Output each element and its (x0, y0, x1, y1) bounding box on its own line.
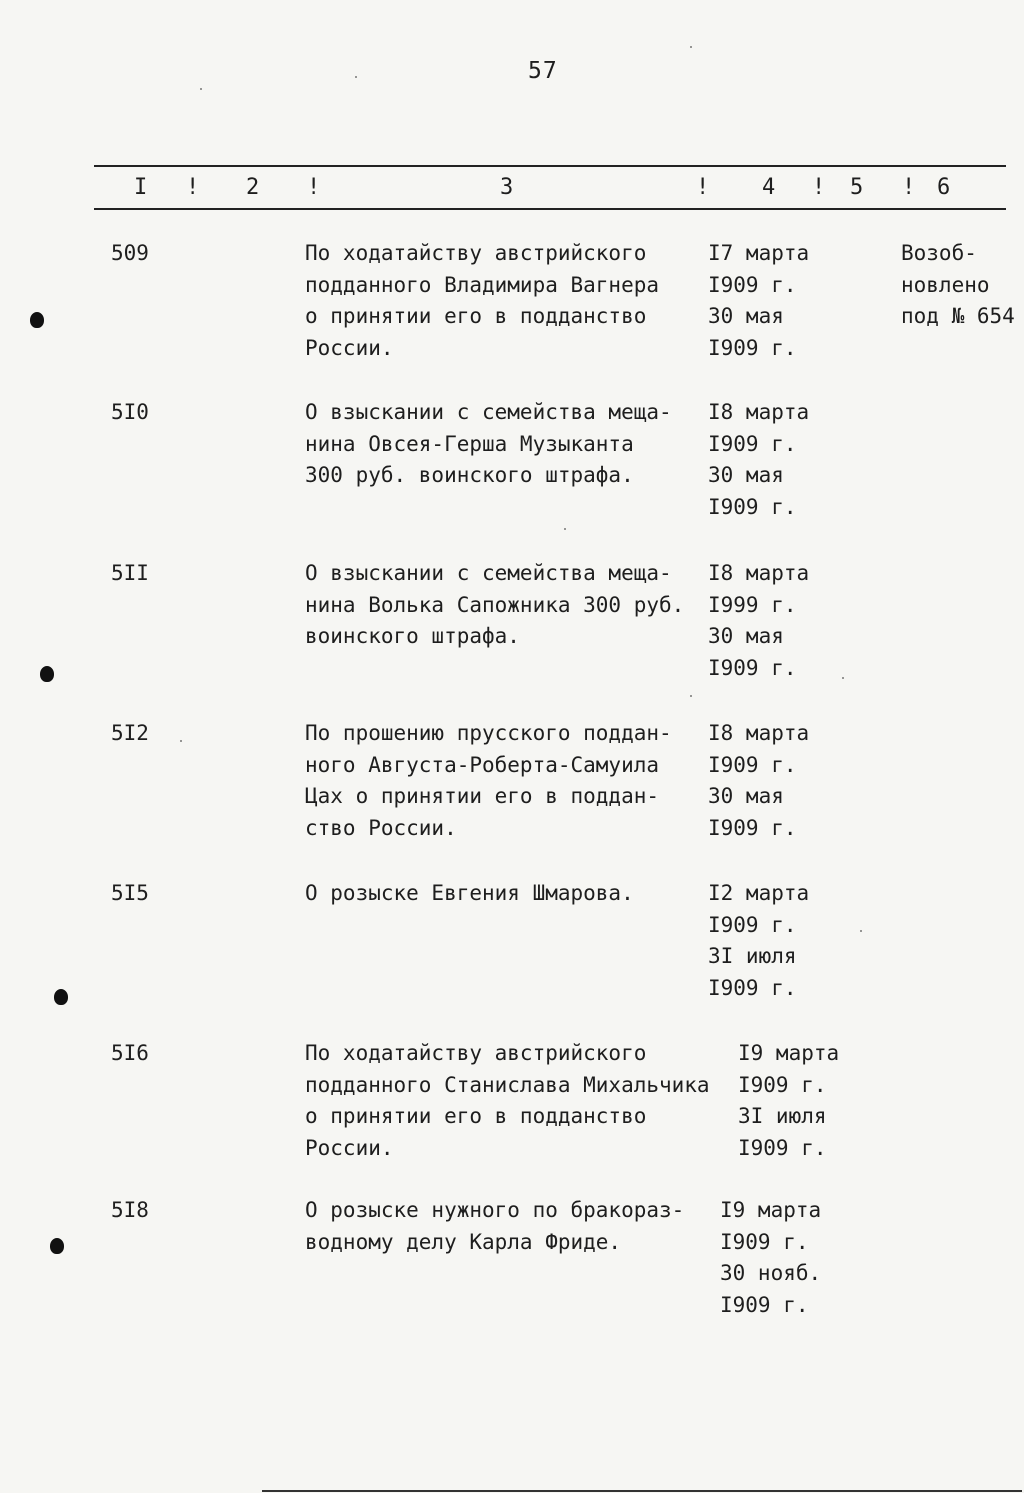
entry-description (305, 558, 705, 653)
description-line: России. (305, 335, 394, 360)
scan-speck (860, 930, 862, 932)
scan-speck (355, 76, 357, 78)
date-line: I909 г. (708, 272, 797, 297)
header-col-3: 3 (500, 175, 514, 200)
date-line: I909 г. (708, 335, 797, 360)
entry-description (305, 1195, 705, 1258)
header-separator: ! (186, 175, 200, 200)
header-separator: ! (812, 175, 826, 200)
description-line: ство России. (305, 815, 457, 840)
binding-hole (50, 1238, 64, 1254)
description-line: воинского штрафа. (305, 624, 520, 648)
note-line: новлено (901, 272, 990, 297)
description-line: о принятии его в подданство (305, 304, 647, 328)
header-separator: ! (902, 175, 916, 200)
description-line: нина Волька Сапожника 300 руб. (305, 592, 685, 617)
description-line: о принятии его в подданство (305, 1104, 647, 1128)
page-bottom-edge (262, 1490, 1022, 1492)
description-line: Цах о принятии его в поддан- (305, 784, 660, 808)
description-line: О розыске Евгения Шмарова. (305, 881, 634, 905)
date-line: 3I июля (738, 1104, 827, 1128)
entry-description (305, 718, 705, 844)
description-line: России. (305, 1135, 394, 1160)
table-rule-top (94, 165, 1006, 167)
entry-dates (708, 558, 848, 684)
description-line: подданного Владимира Вагнера (305, 272, 660, 297)
entry-dates (720, 1195, 860, 1321)
entry-number: 509 (111, 241, 149, 265)
header-separator: ! (307, 175, 321, 200)
date-line: I8 марта (708, 561, 810, 585)
entry-dates (708, 238, 848, 364)
description-line: ного Августа-Роберта-Самуила (305, 752, 660, 777)
date-line: I9 марта (720, 1198, 822, 1222)
date-line: I909 г. (708, 815, 797, 840)
entry-number: 5I2 (111, 721, 149, 745)
date-line: I909 г. (720, 1292, 809, 1317)
scan-speck (842, 677, 844, 679)
date-line: 30 нояб. (720, 1261, 822, 1285)
description-line: По ходатайству австрийского (305, 1041, 647, 1065)
scan-speck (564, 528, 566, 530)
description-line: водному делу Карла Фриде. (305, 1229, 622, 1254)
header-col-6: 6 (937, 175, 951, 200)
description-line: О взыскании с семейства меща- (305, 400, 672, 424)
date-line: 30 мая (708, 784, 784, 808)
date-line: I8 марта (708, 721, 810, 745)
entry-dates (708, 397, 848, 523)
header-separator: ! (696, 175, 710, 200)
table-rule-bottom (94, 208, 1006, 210)
date-line: 30 мая (708, 304, 784, 328)
header-col-2: 2 (246, 175, 260, 200)
date-line: I909 г. (708, 431, 797, 456)
description-line: О розыске нужного по бракораз- (305, 1198, 685, 1222)
date-line: 3I июля (708, 944, 797, 968)
description-line: 300 руб. воинского штрафа. (305, 463, 634, 487)
entry-number: 5I8 (111, 1198, 149, 1222)
entry-description (305, 238, 705, 364)
scan-speck (200, 88, 202, 90)
description-line: По прошению прусского поддан- (305, 721, 672, 745)
date-line: I909 г. (708, 912, 797, 937)
date-line: I909 г. (738, 1072, 827, 1097)
description-line: По ходатайству австрийского (305, 241, 647, 265)
date-line: I8 марта (708, 400, 810, 424)
header-col-1: I (134, 175, 148, 200)
date-line: I999 г. (708, 592, 797, 617)
date-line: I909 г. (708, 975, 797, 1000)
date-line: 30 мая (708, 624, 784, 648)
header-col-4: 4 (762, 175, 776, 200)
entry-number: 5II (111, 561, 149, 585)
entry-dates (708, 718, 848, 844)
binding-hole (30, 312, 44, 328)
entry-number: 5I6 (111, 1041, 149, 1065)
date-line: I2 марта (708, 881, 810, 905)
description-line: О взыскании с семейства меща- (305, 561, 672, 585)
date-line: 30 мая (708, 463, 784, 487)
note-line: под № 654 (901, 304, 1015, 328)
header-col-5: 5 (850, 175, 864, 200)
date-line: I7 марта (708, 241, 810, 265)
date-line: I909 г. (738, 1135, 827, 1160)
entry-number: 5I0 (111, 400, 149, 424)
scan-speck (690, 46, 692, 48)
entry-note (901, 238, 1023, 333)
note-line: Возоб- (901, 241, 977, 265)
date-line: I9 марта (738, 1041, 840, 1065)
entry-dates (738, 1038, 878, 1164)
entry-description (305, 878, 705, 910)
binding-hole (54, 989, 68, 1005)
entry-description (305, 1038, 710, 1164)
description-line: подданного Станислава Михальчика (305, 1072, 710, 1097)
entry-dates (708, 878, 848, 1004)
page-number: 57 (528, 58, 558, 84)
entry-description (305, 397, 705, 492)
date-line: I909 г. (708, 494, 797, 519)
binding-hole (40, 666, 54, 682)
scan-speck (690, 695, 692, 697)
date-line: I909 г. (708, 655, 797, 680)
date-line: I909 г. (708, 752, 797, 777)
scan-speck (180, 740, 182, 742)
date-line: I909 г. (720, 1229, 809, 1254)
entry-number: 5I5 (111, 881, 149, 905)
description-line: нина Овсея-Герша Музыканта (305, 431, 634, 456)
